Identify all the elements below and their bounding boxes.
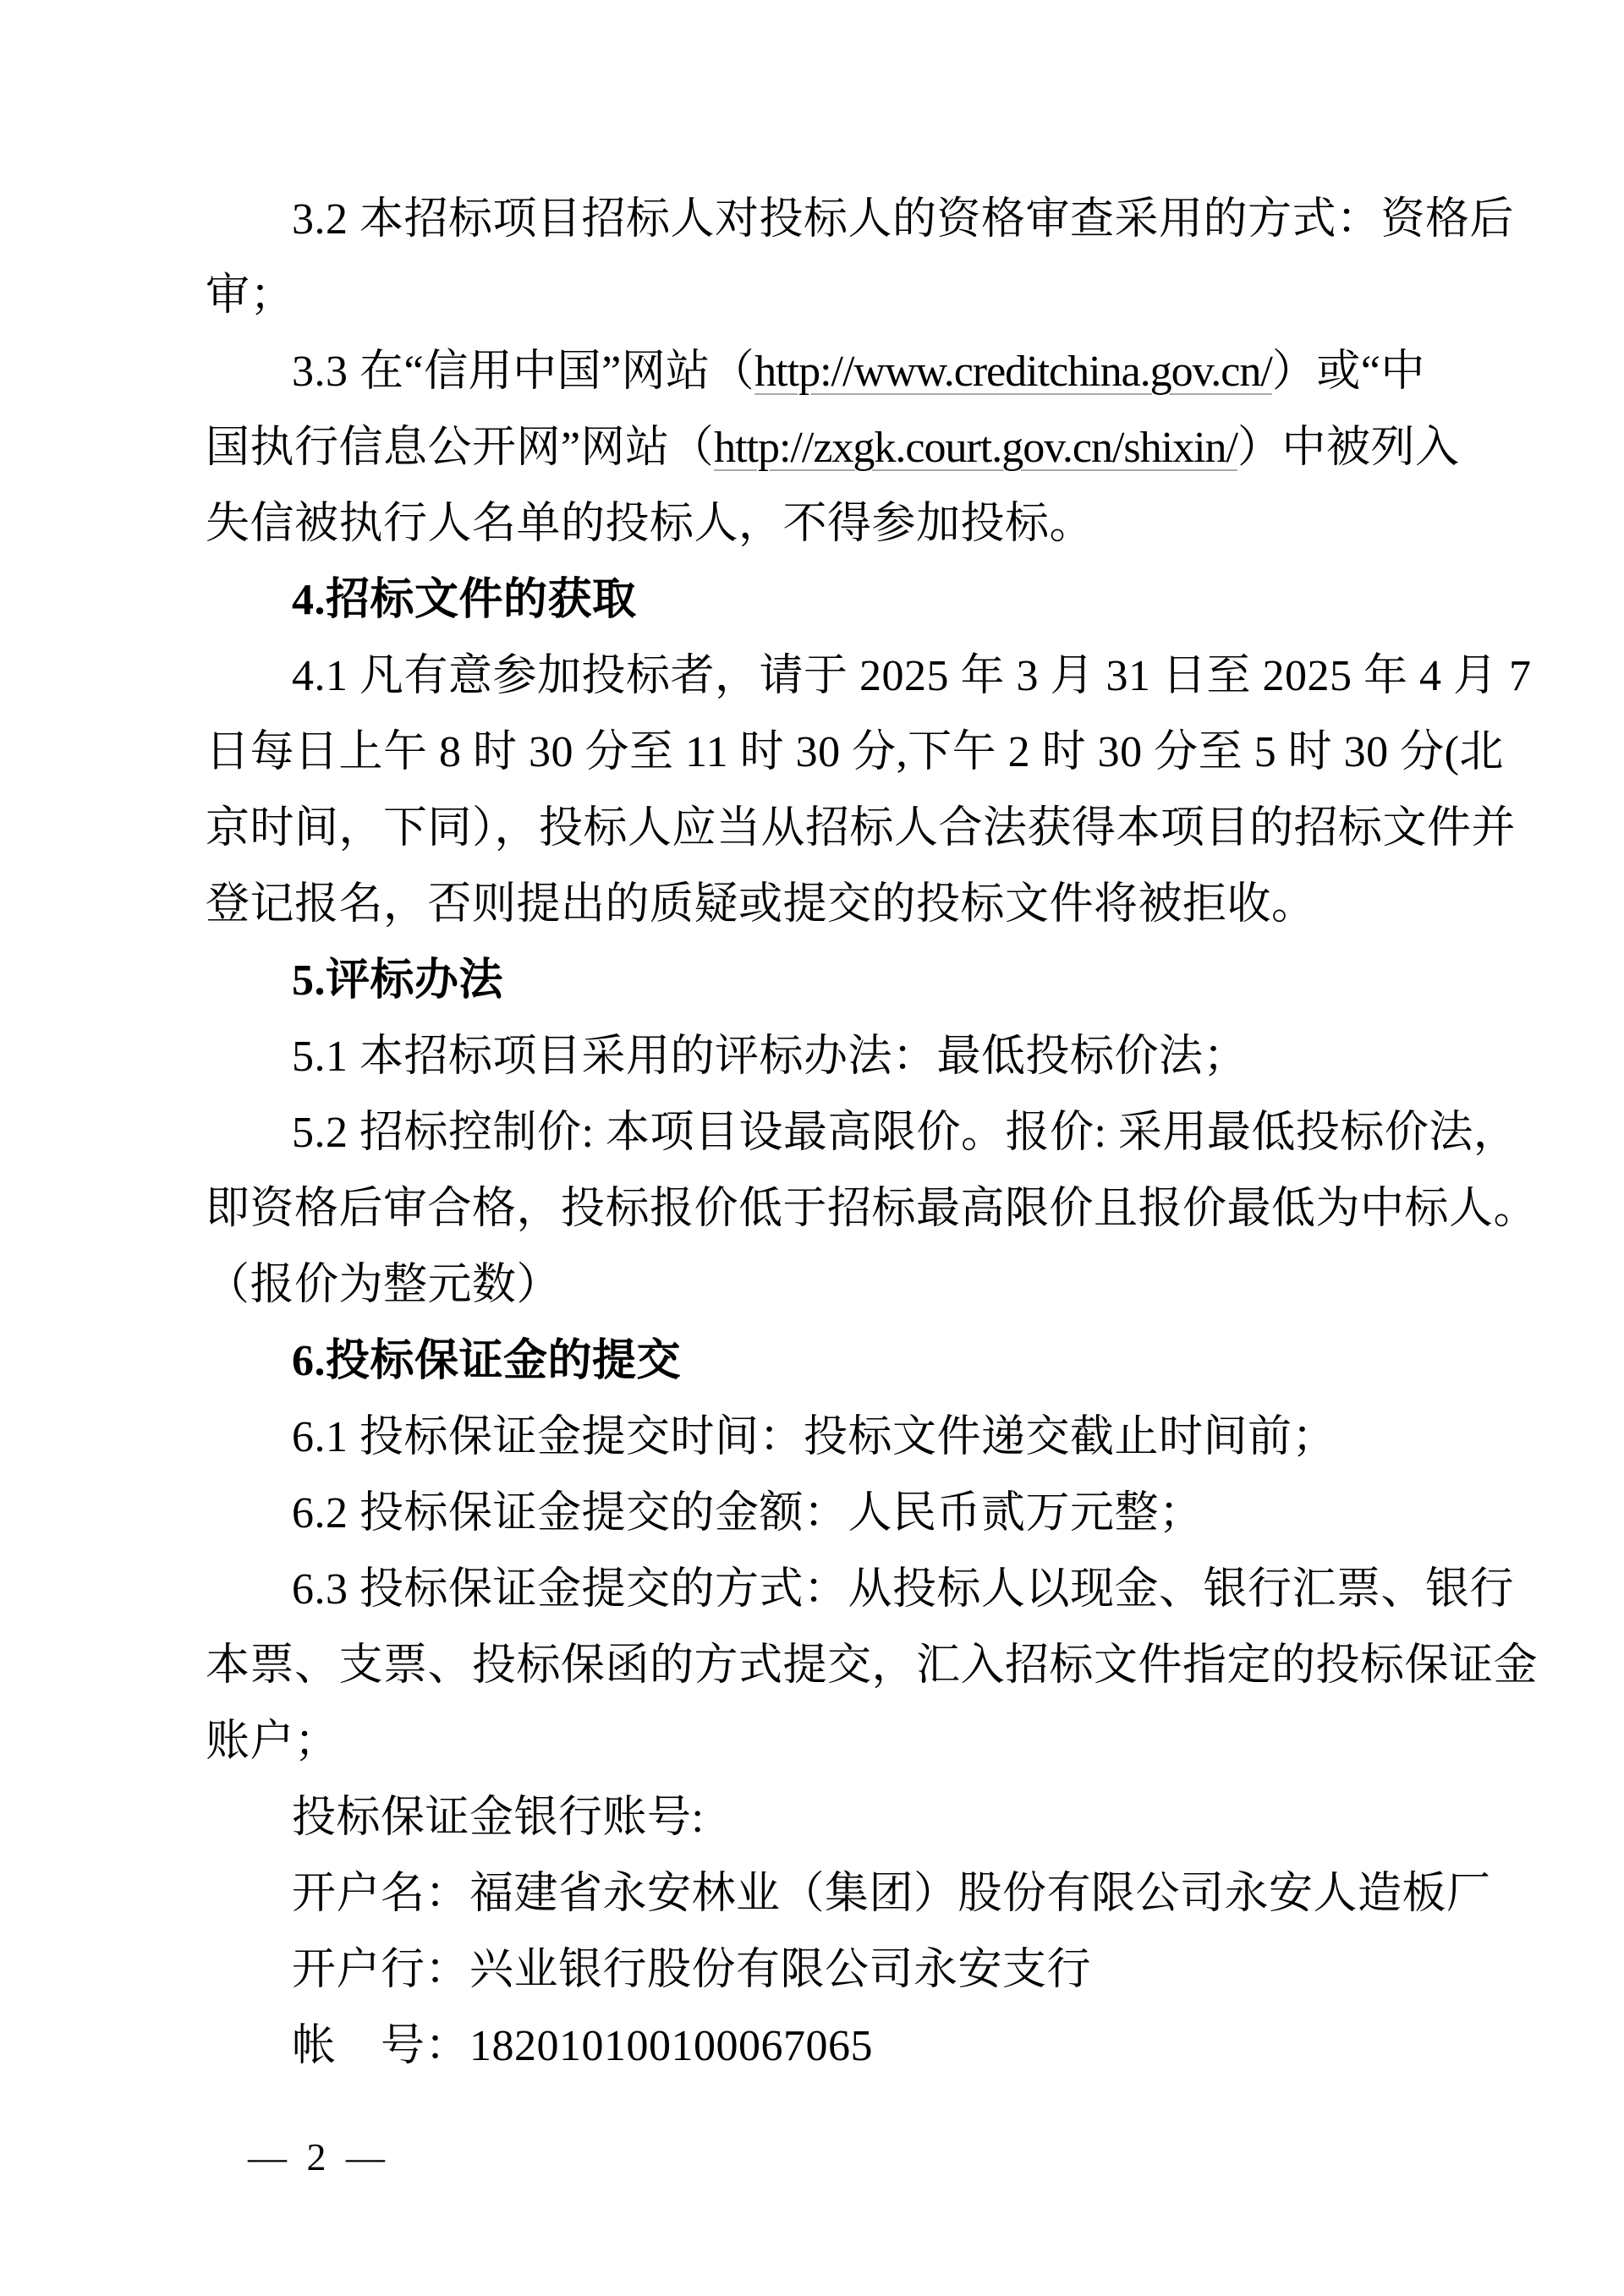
text-line xyxy=(206,1704,339,1780)
text-segment: 帐 号：182010100100067065 xyxy=(292,2022,874,2070)
text-line xyxy=(292,1476,1204,1552)
text-line xyxy=(292,638,1532,715)
text-line xyxy=(206,258,294,334)
text-line xyxy=(292,1856,1491,1932)
text-segment: 失信被执行人名单的投标人，不得参加投标。 xyxy=(206,500,1095,548)
text-segment: 5.2 招标控制价: 本项目设最高限价。报价: 采用最低投标价法， xyxy=(292,1109,1518,1157)
text-line xyxy=(206,1628,1538,1704)
text-line xyxy=(292,334,1425,410)
text-segment: ）中被列入 xyxy=(1237,424,1460,472)
text-line xyxy=(292,1095,1517,1171)
text-segment: ）或“中 xyxy=(1271,348,1425,396)
text-segment: 6.1 投标保证金提交时间：投标文件递交截止时间前； xyxy=(292,1413,1337,1461)
text-segment: 3.3 在“信用中国”网站（ xyxy=(292,348,755,396)
section-heading xyxy=(292,562,637,638)
text-segment: 4.招标文件的获取 xyxy=(292,576,637,624)
text-segment: 国执行信息公开网”网站（ xyxy=(206,424,715,472)
text-segment: 5.1 本招标项目采用的评标办法：最低投标价法； xyxy=(292,1033,1248,1081)
text-segment: 6.投标保证金的提交 xyxy=(292,1337,682,1385)
text-segment: 4.1 凡有意参加投标者，请于 2025 年 3 月 31 日至 2025 年 4 月 7 xyxy=(292,652,1532,700)
text-line xyxy=(206,1171,1538,1247)
text-line xyxy=(292,182,1514,258)
text-line xyxy=(206,410,1460,486)
text-segment: 5.评标办法 xyxy=(292,956,504,1005)
text-line xyxy=(292,1780,704,1856)
text-line xyxy=(292,1932,1091,2008)
text-line xyxy=(292,1400,1336,1476)
url-link[interactable]: http://zxgk.court.gov.cn/shixin/ xyxy=(714,424,1237,472)
text-line xyxy=(206,867,1316,943)
text-line xyxy=(206,486,1094,562)
text-line xyxy=(292,1552,1514,1628)
text-segment: 3.2 本招标项目招标人对投标人的资格审查采用的方式：资格后 xyxy=(292,195,1515,244)
text-line xyxy=(206,1247,561,1323)
text-segment: 6.3 投标保证金提交的方式：从投标人以现金、银行汇票、银行 xyxy=(292,1565,1515,1614)
url-link[interactable]: http://www.creditchina.gov.cn/ xyxy=(754,348,1272,396)
text-line xyxy=(292,1019,1248,1095)
section-heading xyxy=(292,943,503,1019)
text-segment: 6.2 投标保证金提交的金额：人民币贰万元整； xyxy=(292,1489,1204,1537)
text-segment: 投标保证金银行账号: xyxy=(292,1794,705,1842)
text-segment: 登记报名，否则提出的质疑或提交的投标文件将被拒收。 xyxy=(206,880,1316,929)
text-segment: 审； xyxy=(206,271,295,320)
text-line xyxy=(206,715,1504,791)
text-segment: 开户名：福建省永安林业（集团）股份有限公司永安人造板厂 xyxy=(292,1870,1491,1918)
text-segment: 日每日上午 8 时 30 分至 11 时 30 分,下午 2 时 30 分至 5 时 30 分(北 xyxy=(206,728,1504,776)
text-line xyxy=(206,791,1516,867)
text-line xyxy=(292,2008,873,2085)
text-segment: （报价为整元数） xyxy=(206,1261,562,1309)
text-segment: 本票、支票、投标保函的方式提交，汇入招标文件指定的投标保证金 xyxy=(206,1641,1539,1690)
section-heading xyxy=(292,1323,681,1400)
page-number: — 2 — xyxy=(248,2135,390,2178)
text-segment: 开户行：兴业银行股份有限公司永安支行 xyxy=(292,1946,1092,1994)
text-segment: 京时间，下同），投标人应当从招标人合法获得本项目的招标文件并 xyxy=(206,804,1517,852)
text-segment: 即资格后审合格，投标报价低于招标最高限价且报价最低为中标人。 xyxy=(206,1185,1539,1233)
text-segment: 账户； xyxy=(206,1718,339,1766)
